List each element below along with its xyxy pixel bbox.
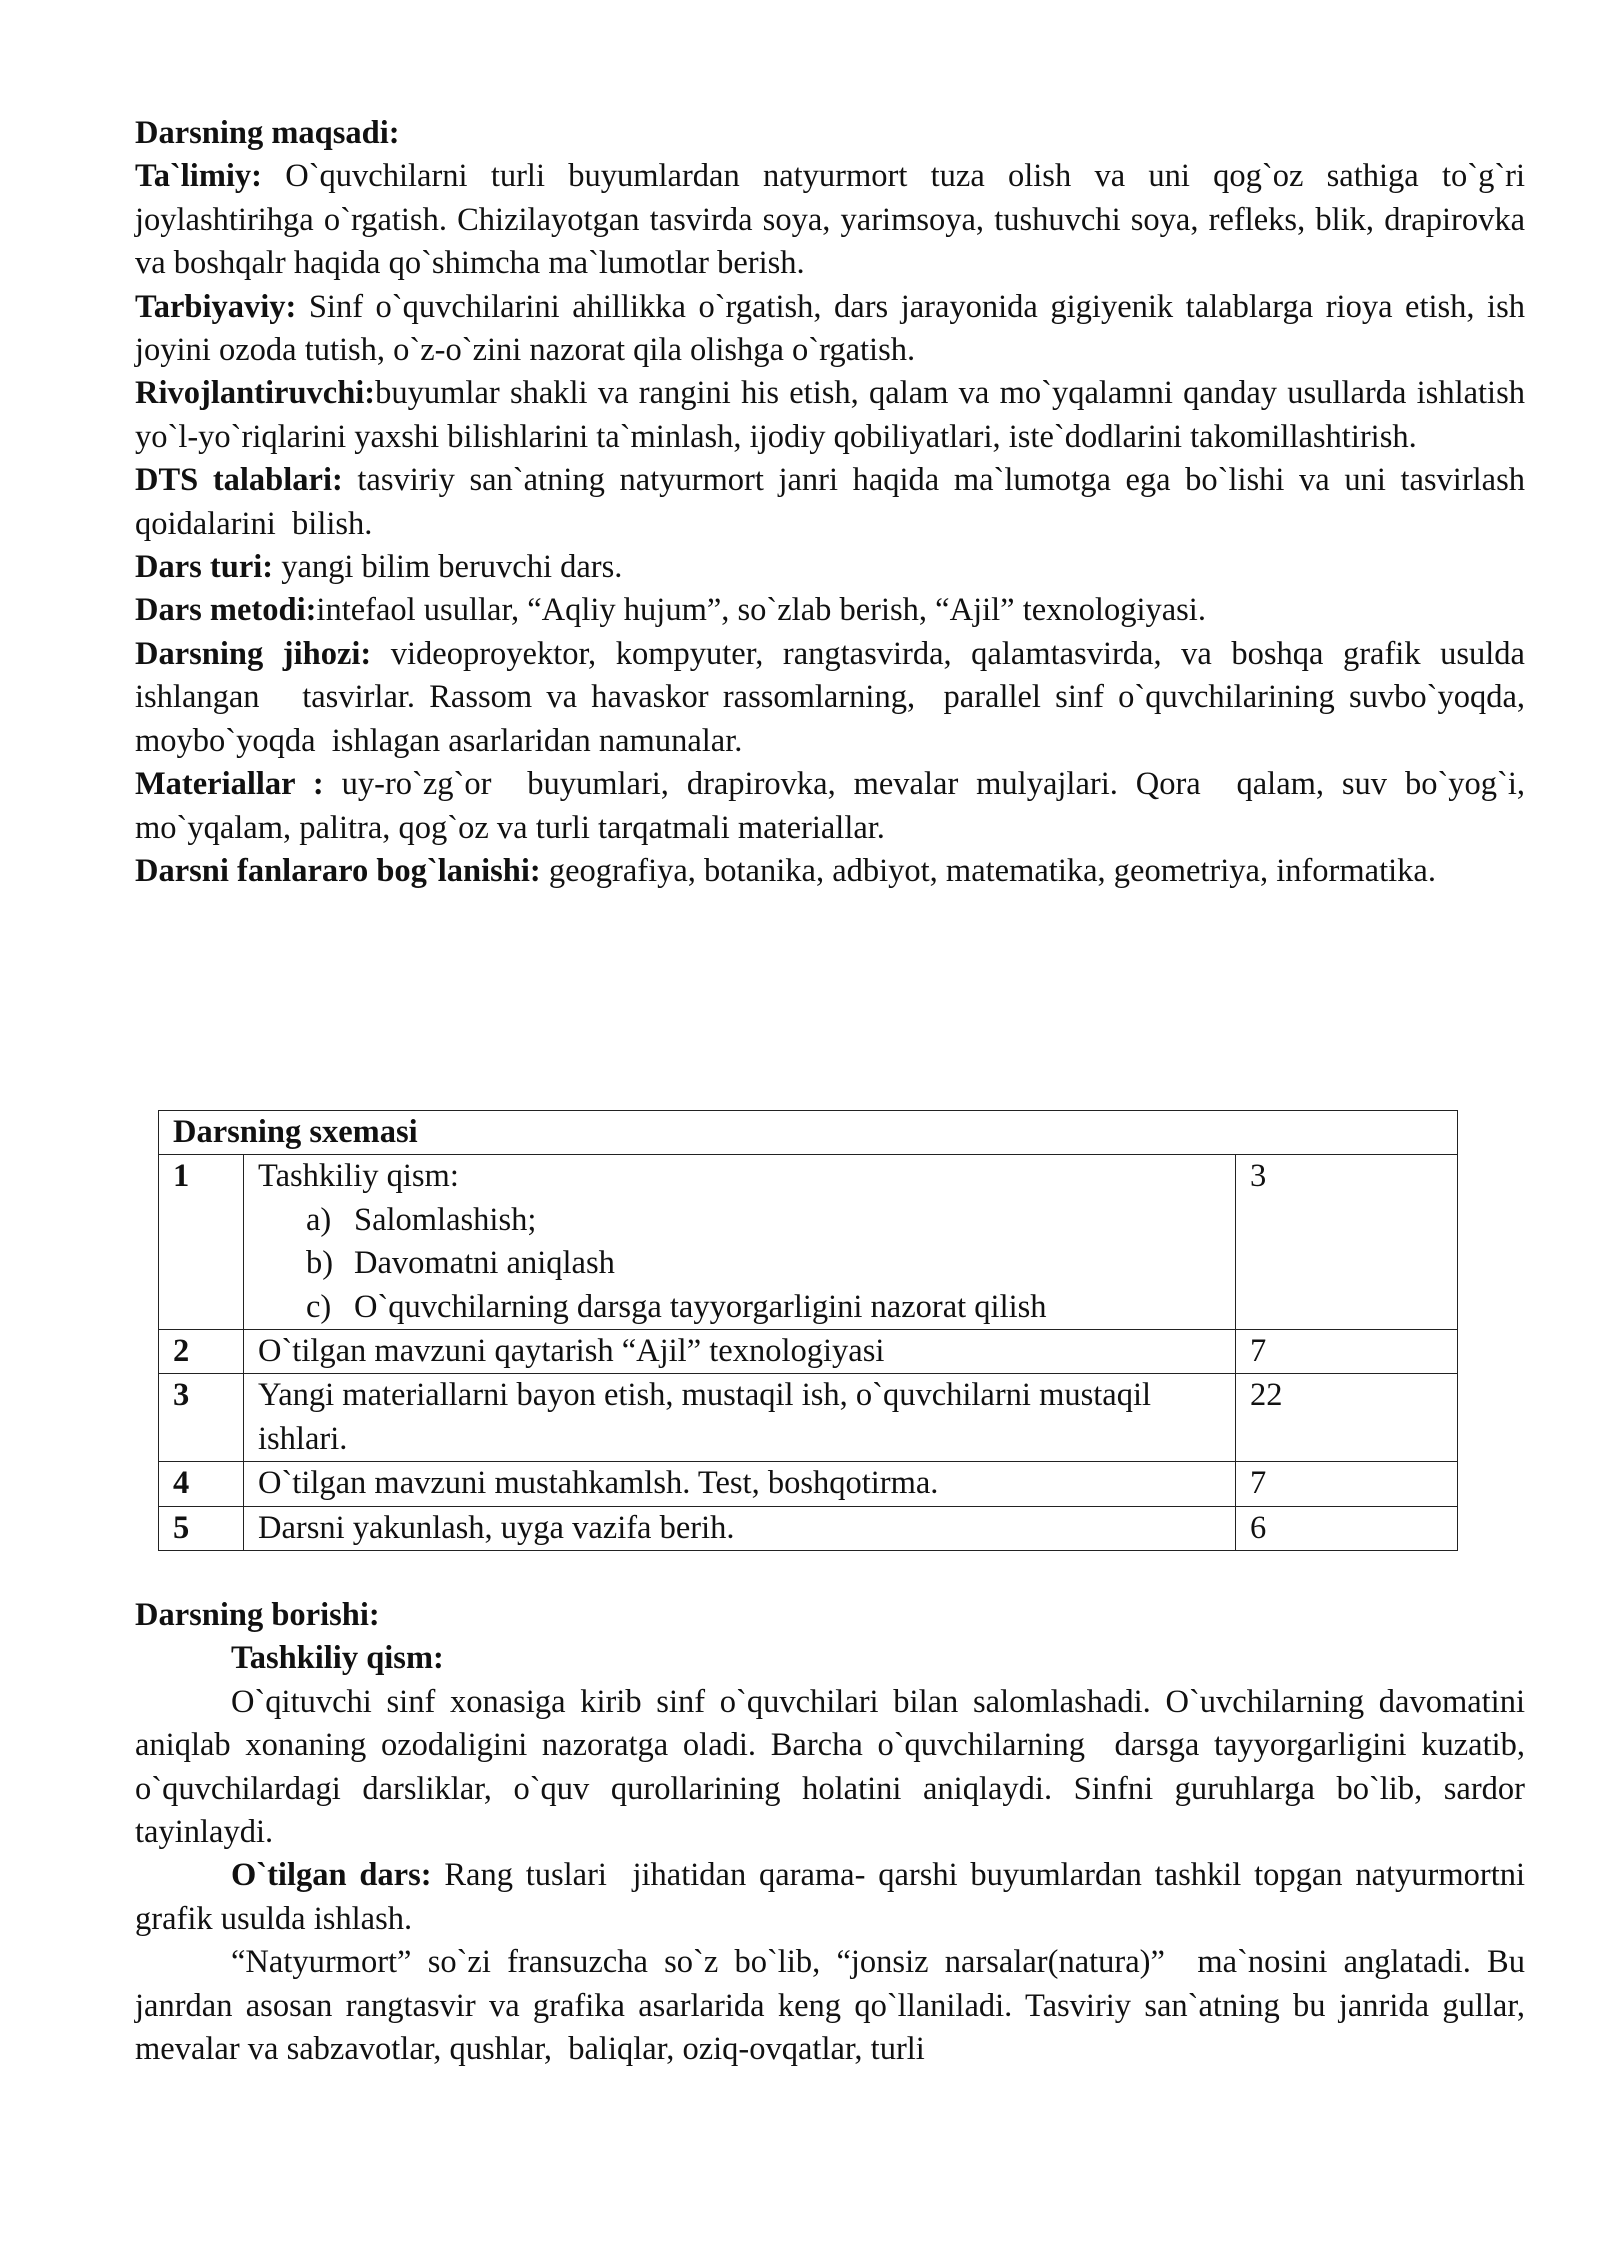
fanlararo-label: Darsni fanlararo bog`lanishi: <box>135 852 541 889</box>
tarbiyaviy-label: Tarbiyaviy: <box>135 288 297 325</box>
jihoz-paragraph <box>135 633 1534 763</box>
row-minutes: 22 <box>1236 1374 1458 1462</box>
list-item-text: O`quvchilarning darsga tayyorgarligini nazorat qilish <box>354 1288 1047 1325</box>
table-row <box>159 1155 1458 1330</box>
jihoz-label: Darsning jihozi: <box>135 635 372 672</box>
scheme-header-row <box>159 1111 1458 1155</box>
process-heading: Darsning borishi: <box>135 1597 380 1633</box>
row-number: 3 <box>159 1374 244 1462</box>
scheme-title: Darsning sxemasi <box>159 1111 1458 1155</box>
goals-heading: Darsning maqsadi: <box>135 115 400 151</box>
row-text: O`tilgan mavzuni qaytarish “Ajil” texnologiyasi <box>244 1330 1236 1374</box>
previous-lesson-text: Rang tuslari jihatidan qarama- qarshi buyumlardan tashkil topgan natyurmortni grafik usulda ishlash. <box>135 1857 1534 1937</box>
list-marker: c) <box>306 1288 332 1325</box>
rivojlantiruvchi-label: Rivojlantiruvchi: <box>135 375 376 412</box>
list-item <box>306 1286 1235 1329</box>
table-row <box>159 1374 1458 1462</box>
row-minutes: 7 <box>1236 1462 1458 1506</box>
row-minutes: 3 <box>1236 1155 1458 1330</box>
row-text: Tashkiliy qism: <box>258 1158 459 1195</box>
row-minutes: 6 <box>1236 1506 1458 1550</box>
list-item-text: Salomlashish; <box>354 1201 537 1238</box>
table-row <box>159 1330 1458 1374</box>
tarbiyaviy-paragraph <box>135 286 1534 373</box>
dts-paragraph <box>135 459 1534 546</box>
previous-lesson-label: O`tilgan dars: <box>231 1857 432 1894</box>
list-item <box>306 1242 1235 1285</box>
dars-metodi-label: Dars metodi: <box>135 592 317 629</box>
previous-lesson-paragraph <box>135 1854 1534 1941</box>
row-number: 2 <box>159 1330 244 1374</box>
lesson-process-section <box>135 1594 1534 2071</box>
talimiy-paragraph <box>135 155 1534 285</box>
list-marker: b) <box>306 1245 334 1282</box>
fanlararo-text: geografiya, botanika, adbiyot, matematika, geometriya, informatika. <box>540 852 1436 889</box>
talimiy-label: Ta`limiy: <box>135 158 263 195</box>
row-text: O`tilgan mavzuni mustahkamlsh. Test, boshqotirma. <box>244 1462 1236 1506</box>
dts-label: DTS talablari: <box>135 462 343 499</box>
talimiy-text: O`quvchilarni turli buyumlardan natyurmort tuza olish va uni qog`oz sathiga to`g`ri joylashtirihga o`rgatish. Chizilayotgan tasvirda soya, yarimsoya, tushuvchi soya, refleks, blik, drapirovka va boshqalr haqida qo`shimcha ma`lumotlar berish. <box>135 158 1534 282</box>
row-number: 1 <box>159 1155 244 1330</box>
dars-turi-paragraph <box>135 546 1525 589</box>
row-text: Yangi materiallarni bayon etish, mustaqil ish, o`quvchilarni mustaqil ishlari. <box>244 1374 1236 1462</box>
row-content <box>244 1155 1236 1330</box>
tarbiyaviy-text: Sinf o`quvchilarini ahillikka o`rgatish, dars jarayonida gigiyenik talablarga rioya etish, ish joyini ozoda tutish, o`z-o`zini nazorat qila olishga o`rgatish. <box>135 288 1534 369</box>
list-item-text: Davomatni aniqlash <box>354 1245 615 1282</box>
materiallar-label: Materiallar : <box>135 766 324 803</box>
materiallar-paragraph <box>135 763 1534 850</box>
materiallar-text: uy-ro`zg`or buyumlari, drapirovka, mevalar mulyajlari. Qora qalam, suv bo`yog`i, mo`yqalam, palitra, qog`oz va turli tarqatmali materiallar. <box>135 766 1534 846</box>
process-subheading: Tashkiliy qism: <box>231 1640 444 1677</box>
natyurmort-paragraph: “Natyurmort” so`zi fransuzcha so`z bo`lib, “jonsiz narsalar(natura)” ma`nosini anglatadi. Bu janrdan asosan rangtasvir va grafika asarlarida keng qo`llaniladi. Tasviriy san`atning bu janrida gullar, mevalar va sabzavotlar, qushlar, baliqlar, oziq-ovqatlar, turli <box>135 1944 1534 2068</box>
dars-turi-label: Dars turi: <box>135 549 274 586</box>
lesson-scheme-table <box>158 1110 1458 1551</box>
dars-metodi-text: intefaol usullar, “Aqliy hujum”, so`zlab berish, “Ajil” texnologiyasi. <box>316 592 1206 629</box>
list-marker: a) <box>306 1201 332 1238</box>
process-paragraph: O`qituvchi sinf xonasiga kirib sinf o`quvchilari bilan salomlashadi. O`uvchilarning davomatini aniqlab xonaning ozodaligini nazoratga oladi. Barcha o`quvchilarning darsga tayyorgarligini kuzatib, o`quvchilardagi darsliklar, o`quv qurollarining holatini aniqlaydi. Sinfni guruhlarga bo`lib, sardor tayinlaydi. <box>135 1683 1534 1851</box>
row-minutes: 7 <box>1236 1330 1458 1374</box>
sub-item-list <box>258 1199 1235 1329</box>
table-row <box>159 1506 1458 1550</box>
rivojlantiruvchi-paragraph <box>135 372 1534 459</box>
dars-metodi-paragraph <box>135 589 1525 632</box>
rivojlantiruvchi-text: buyumlar shakli va rangini his etish, qalam va mo`yqalamni qanday usullarda ishlatish yo`l-yo`riqlarini yaxshi bilishlarini ta`minlash, ijodiy qobiliyatlari, iste`dodlarini takomillashtirish. <box>135 375 1534 455</box>
lesson-goals-section <box>135 112 1534 893</box>
row-number: 4 <box>159 1462 244 1506</box>
row-number: 5 <box>159 1506 244 1550</box>
list-item <box>306 1199 1235 1242</box>
row-text: Darsni yakunlash, uyga vazifa berih. <box>244 1506 1236 1550</box>
table-row <box>159 1462 1458 1506</box>
dts-text: tasviriy san`atning natyurmort janri haqida ma`lumotga ega bo`lishi va uni tasvirlash qoidalarini bilish. <box>135 462 1534 542</box>
jihoz-text: videoproyektor, kompyuter, rangtasvirda, qalamtasvirda, va boshqa grafik usulda ishlangan tasvirlar. Rassom va havaskor rassomlarning, parallel sinf o`quvchilarining suvbo`yoqda, moybo`yoqda ishlagan asarlaridan namunalar. <box>135 635 1534 759</box>
dars-turi-text: yangi bilim beruvchi dars. <box>273 549 623 586</box>
fanlararo-paragraph <box>135 850 1525 893</box>
